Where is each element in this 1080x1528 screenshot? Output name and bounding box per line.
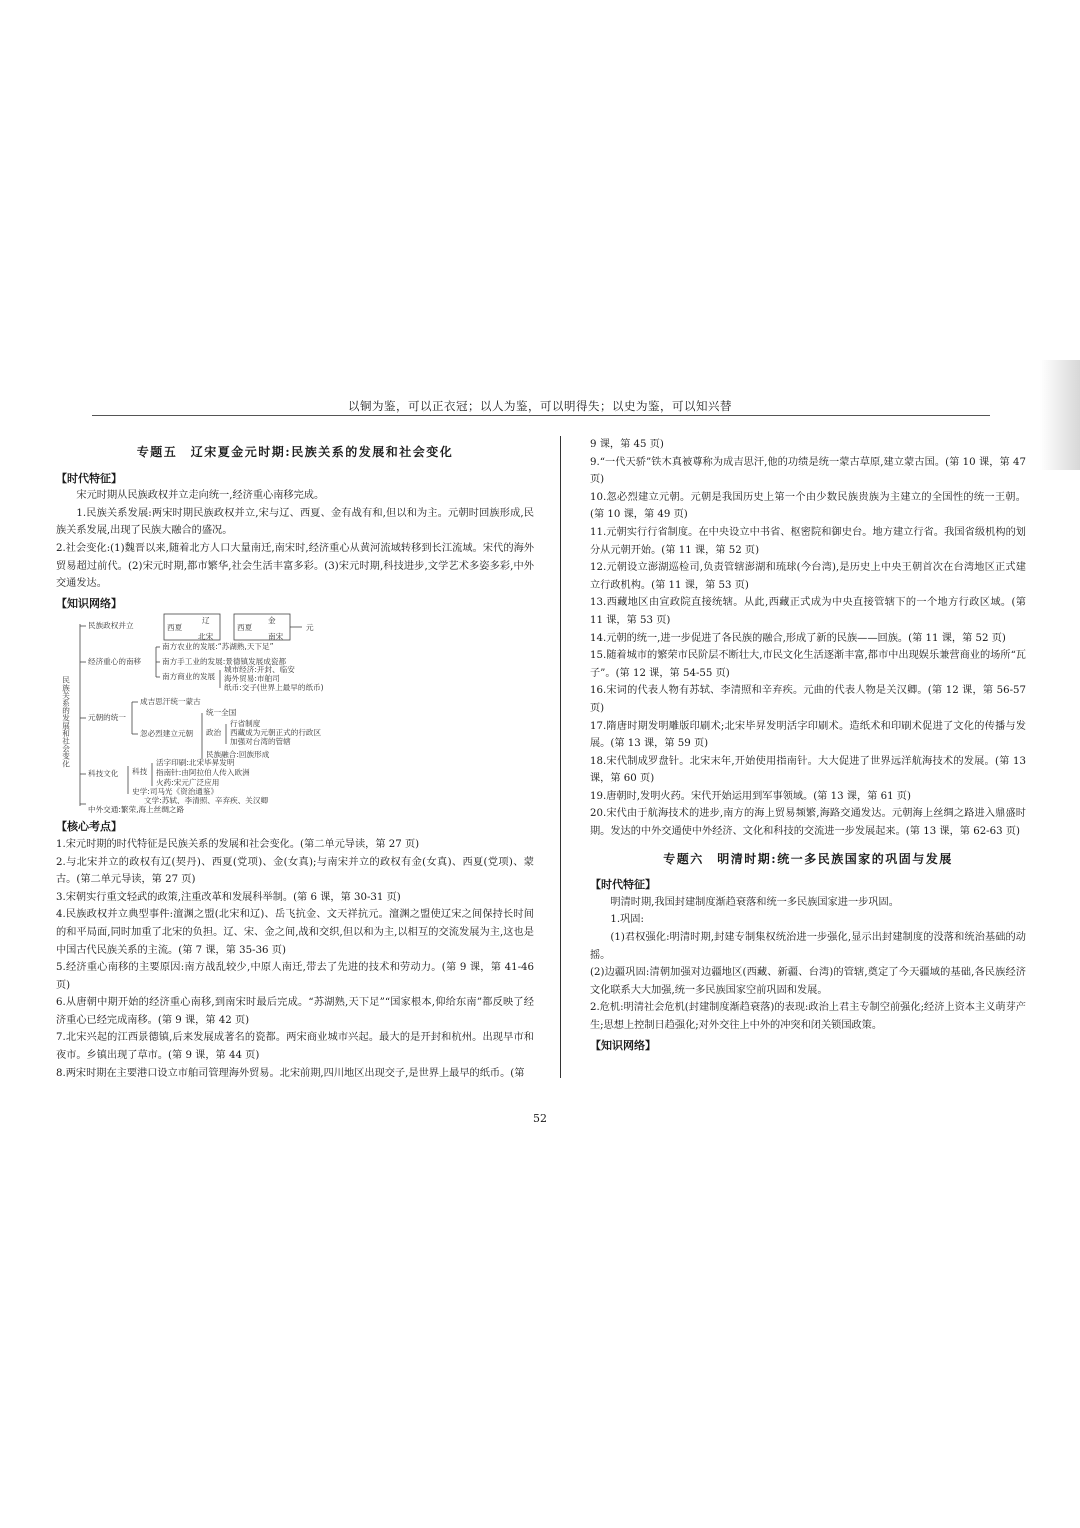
diagram-b4-1: 科技 <box>132 767 148 777</box>
core-point-8-tail: 9 课，第 45 页) <box>590 439 664 450</box>
diagram-b3-2c: 民族融合:回族形成 <box>206 750 270 760</box>
header-rule <box>92 415 990 416</box>
topic6-p1: 1.巩固: <box>610 914 644 926</box>
topic5-core-heading: 【核心考点】 <box>56 820 122 834</box>
diagram-b4-1a: 活字印刷:北宋毕昇发明 <box>156 758 235 768</box>
page-number: 52 <box>533 1112 547 1125</box>
core-point-20: 20.宋代由于航海技术的进步,南方的海上贸易频繁,海路交通发达。元朝海上丝绸之路进入鼎盛时期。发达的中外交通使中外经济、文化和科技的交流进一步发展起来。(第 13 课，第 62-63 页) <box>590 808 1026 838</box>
diagram-b2-3b: 海外贸易:市舶司 <box>224 674 280 684</box>
diagram-b4-1b: 指南针:由阿拉伯人传入欧洲 <box>156 768 250 778</box>
topic6-title: 专题六 明清时期:统一多民族国家的巩固与发展 <box>663 851 953 866</box>
diagram-b1-box2-l: 西夏 <box>237 623 253 633</box>
diagram-b3: 元朝的统一 <box>88 713 126 723</box>
topic5-era-p2: 2.社会变化:(1)魏晋以来,随着北方人口大量南迁,南宋时,经济重心从黄河流域转移到长江流域。宋代的海外贸易超过前代。(2)宋元时期,都市繁华,社会生活丰富多彩。(3)宋元时期,科技进步,文学艺术多姿多彩,中外交通发达。 <box>56 542 534 590</box>
core-point-4: 4.民族政权并立典型事件:澶渊之盟(北宋和辽)、岳飞抗金、文天祥抗元。澶渊之盟使辽宋之间保持长时间的和平局面,同时加重了北宋的负担。辽、宋、金之间,战和交织,但以和为主,以相互的交流发展为主,这也是中国古代民族关系的主流。(第 7 课，第 35-36 页) <box>56 909 534 956</box>
core-point-1: 1.宋元时期的时代特征是民族关系的发展和社会变化。(第二单元导读，第 27 页) <box>56 838 420 850</box>
knowledge-network-diagram <box>61 614 534 815</box>
diagram-b2-1: 南方农业的发展:“苏湖熟,天下足” <box>162 642 274 652</box>
topic6-network-heading: 【知识网络】 <box>590 1038 656 1052</box>
core-point-8: 8.两宋时期在主要港口设立市舶司管理海外贸易。北宋前期,四川地区出现交子,是世界上最早的纸币。(第 <box>56 1067 525 1079</box>
core-point-19: 19.唐朝时,发明火药。宋代开始运用到军事领域。(第 13 课，第 61 页) <box>590 790 911 802</box>
diagram-b3-2a: 统一全国 <box>206 708 237 718</box>
diagram-b4-1c: 火药:宋元广泛应用 <box>156 778 220 788</box>
core-point-6: 6.从唐朝中期开始的经济重心南移,到南宋时最后完成。“苏湖熟,天下足”“国家根本,仰给东南”都反映了经济重心已经完成南移。(第 9 课，第 42 页) <box>56 997 534 1026</box>
core-point-11: 11.元朝实行行省制度。在中央设立中书省、枢密院和御史台。地方建立行省。我国省级机构的划分从元朝开始。(第 11 课，第 52 页) <box>590 526 1026 556</box>
diagram-b2-3c: 纸币:交子(世界上最早的纸币) <box>224 683 324 693</box>
core-point-7: 7.北宋兴起的江西景德镇,后来发展成著名的瓷都。两宋商业城市兴起。最大的是开封和杭州。出现早市和夜市。乡镇出现了草市。(第 9 课，第 44 页) <box>56 1032 534 1062</box>
topic5-title: 专题五 辽宋夏金元时期:民族关系的发展和社会变化 <box>136 445 454 459</box>
diagram-b4-3: 文学:苏轼、李清照、辛弃疾、关汉卿 <box>144 796 269 806</box>
core-point-17: 17.隋唐时期发明雕版印刷术;北宋毕昇发明活字印刷术。造纸术和印刷术促进了文化的传播与发展。(第 13 课，第 59 页) <box>590 720 1026 750</box>
diagram-b3-1: 成吉思汗统一蒙古 <box>140 697 201 707</box>
diagram-b3-2b1: 行省制度 <box>230 719 261 729</box>
diagram-b4: 科技文化 <box>88 769 119 779</box>
right-column <box>590 436 1026 1054</box>
diagram-b1-box2-top: 金 <box>268 616 276 626</box>
diagram-b1-box2-r: 南宋 <box>268 632 284 642</box>
diagram-b2: 经济重心的南移 <box>88 657 142 667</box>
core-point-14: 14.元朝的统一,进一步促进了各民族的融合,形成了新的民族——回族。(第 11 课，第 52 页) <box>590 632 1006 644</box>
core-point-13: 13.西藏地区由宣政院直接统辖。从此,西藏正式成为中央直接管辖下的一个地方行政区域。(第 11 课，第 53 页) <box>590 597 1026 626</box>
core-point-18: 18.宋代制成罗盘针。北宋末年,开始使用指南针。大大促进了世界远洋航海技术的发展。(第 13 课，第 60 页) <box>590 755 1026 785</box>
column-divider <box>560 436 561 1078</box>
core-point-16: 16.宋词的代表人物有苏轼、李清照和辛弃疾。元曲的代表人物是关汉卿。(第 12 课，第 56-57 页) <box>590 685 1026 714</box>
diagram-b2-3: 南方商业的发展 <box>162 672 216 682</box>
topic5-era-intro: 宋元时期从民族政权并立走向统一,经济重心南移完成。 <box>76 490 325 502</box>
topic5-network-heading: 【知识网络】 <box>56 596 122 610</box>
topic5-era-p1: 1.民族关系发展:两宋时期民族政权并立,宋与辽、西夏、金有战有和,但以和为主。元朝时回族形成,民族关系发展,出现了民族大融合的盛况。 <box>56 507 534 537</box>
diagram-root: 民族关系的发展和社会变化 <box>61 676 71 768</box>
diagram-b3-2b3: 加强对台湾的管辖 <box>230 737 291 747</box>
diagram-b2-3a: 城市经济:开封、临安 <box>224 665 295 675</box>
topic6-intro: 明清时期,我国封建制度渐趋衰落和统一多民族国家进一步巩固。 <box>610 896 899 908</box>
topic6-era-heading: 【时代特征】 <box>590 878 656 892</box>
diagram-b1: 民族政权并立 <box>88 621 134 631</box>
diagram-b4-2: 史学:司马光《资治通鉴》 <box>132 787 219 797</box>
diagram-b3-2b: 政治 <box>206 728 222 738</box>
topic6-p2: 2.危机:明清社会危机(封建制度渐趋衰落)的表现:政治上君主专制空前强化;经济上资本主义萌芽产生;思想上控制日趋强化;对外交往上中外的冲突和闭关锁国政策。 <box>590 1002 1026 1031</box>
diagram-b1-tail: 元 <box>306 623 314 633</box>
scan-edge-shadow <box>1040 360 1080 470</box>
diagram-b2-2: 南方手工业的发展:景德镇发展成瓷都 <box>162 657 287 667</box>
topic6-p1a: (1)君权强化:明清时期,封建专制集权统治进一步强化,显示出封建制度的没落和统治基础的动摇。 <box>590 932 1026 961</box>
page-motto: 以铜为鉴，可以正衣冠；以人为鉴，可以明得失；以史为鉴，可以知兴替 <box>348 399 732 413</box>
diagram-b1-box1-l: 西夏 <box>167 623 183 633</box>
diagram-b5: 中外交通:繁荣,海上丝绸之路 <box>88 805 185 815</box>
topic5-era-heading: 【时代特征】 <box>56 471 122 485</box>
diagram-b1-box1-r: 北宋 <box>198 632 214 642</box>
core-point-10: 10.忽必烈建立元朝。元朝是我国历史上第一个由少数民族贵族为主建立的全国性的统一王朝。(第 10 课，第 49 页) <box>590 491 1026 521</box>
left-column <box>56 444 534 1082</box>
topic6-p1b: (2)边疆巩固:清朝加强对边疆地区(西藏、新疆、台湾)的管辖,奠定了今天疆域的基础,各民族经济文化联系大大加强,统一多民族国家空前巩固和发展。 <box>590 967 1026 996</box>
core-point-5: 5.经济重心南移的主要原因:南方战乱较少,中原人南迁,带去了先进的技术和劳动力。(第 9 课，第 41-46 页) <box>56 962 534 991</box>
diagram-b3-2b2: 西藏成为元朝正式的行政区 <box>230 728 322 738</box>
diagram-b1-box1-top: 辽 <box>202 616 210 626</box>
diagram-b3-2: 忽必烈建立元朝 <box>140 729 194 739</box>
core-point-9: 9.“一代天骄”铁木真被尊称为成吉思汗,他的功绩是统一蒙古草原,建立蒙古国。(第 10 课，第 47 页) <box>590 456 1026 486</box>
core-point-3: 3.宋朝实行重文轻武的政策,注重改革和发展科举制。(第 6 课，第 30-31 页) <box>56 891 401 903</box>
core-point-2: 2.与北宋并立的政权有辽(契丹)、西夏(党项)、金(女真);与南宋并立的政权有金(女真)、西夏(党项)、蒙古。(第二单元导读，第 27 页) <box>56 856 534 886</box>
core-point-12: 12.元朝设立澎湖巡检司,负责管辖澎湖和琉球(今台湾),是历史上中央王朝首次在台湾地区正式建立行政机构。(第 11 课，第 53 页) <box>590 562 1026 591</box>
core-point-15: 15.随着城市的繁荣市民阶层不断壮大,市民文化生活逐渐丰富,都市中出现娱乐兼营商业的场所“瓦子”。(第 12 课，第 54-55 页) <box>590 650 1026 679</box>
